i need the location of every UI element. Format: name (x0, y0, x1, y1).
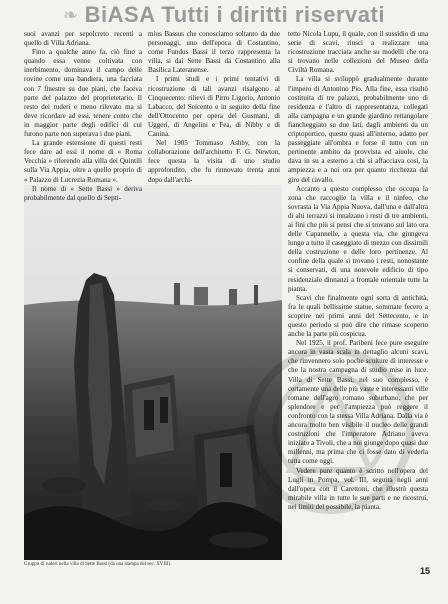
banner-text: BiASA Tutti i diritti riservati (84, 2, 385, 27)
paragraph: Nel 1925, il prof. Paribeni fece pure eseguire ancora in vasta scala in dettaglio alcuni scavi, che rinvennero solo poche sculture di interesse e che la nostra campagna di studio mise in luce. Villa di Sette Bassi, nel suo complesso, è certamente una delle più vaste e interessanti ville romane dell'agro romano suburbano, che per splendore e per l'ampiezza può reggere il confronto con la stessa Villa Adriana. Dalla via è ancora molto ben visibile il nucleo delle grandi costruzioni che l'imperatore Adriano aveva iniziato a Tivoli, che a noi giunge dopo quasi due millenni, ma prima che ci fosse dato di vederla tutta come oggi. (288, 339, 428, 466)
watermark-emblem-icon (230, 330, 430, 530)
photo-caption: Gruppo di ruderi nella villa di Sette Bassi (da una stampa del sec. XVIII). (24, 562, 172, 567)
paragraph: La villa si sviluppò gradualmente durante l'impero di Antonino Pio. Alla fine, essa risultò costituita di tre palazzi, probabilmente uno di residenza e l'altro di rappresentanza, collegati alla campagna e un grande giardino rettangolare fiancheggiato su due lati, dagli ambienti da un criptoportico, questo quasi all'interno, adatto per passeggiate all'ombra e forse il tutto con un pertinente ambito da provvista ed aiuole, che dava in su a esterno a chi si affacciava così, la ampiezza e a noi ora per quanto ricchezza dal giro del cavallo. (288, 75, 428, 184)
paragraph: Il nome di « Sette Bassi » deriva probabilmente dal quello di Septi- (24, 184, 142, 202)
text-column-1 (24, 30, 142, 202)
paragraph: mius Bassus che conosciamo soltanto da due personaggi, uno dell'epoca di Costantino, come Fundus Bassi il terzo rappresenta la villa, si dai Sette Bassi da Costantino alla Basilica Lateranense. (148, 30, 280, 75)
watermark-banner (0, 0, 448, 30)
paragraph: Nel 1905 Tommaso Ashby, con la collaborazione dell'architetto F. G. Newton, fece questa la visita di uno studio approfondito, che fu rinnovato trenta anni dopo dall'archi- (148, 139, 280, 184)
page-number: 15 (419, 566, 430, 576)
paragraph: suoi avanzi per sepolcreto recenti a quello di Villa Adriana. (24, 30, 142, 48)
paragraph: Accanto a questo complesso che occupa la zona che raccoglie la villa e il ninfeo, che sovrasta la Via Appia Nuova, dall'una e dall'altra di alti terrazzi si innalzano i resti di tre ambienti, ai fini che più si pensi che si trovano sul lato ora delle Capannelle, a questa via, che giungeva lungo a tutto il caseggiato di mezzo con dissimili della costruzione e delle loro pertinenze. Al confine della quale si trovano i resti, nonostante si conservati, di una notevole edificio di tipo residenziale dinnanzi a frontale orientale tutte la pianta. (288, 184, 428, 293)
paragraph: La grande estensione di questi resti fece dare ad essi il nome di « Roma Vecchia » riferendo alla villa dei Quintili sulla Via Appia, oltre a quello proprio di « Palazzo di Lucrezia Romana ». (24, 139, 142, 184)
paragraph: Vedere pure quanto è scritto nell'opera del Lugli in Pompa, vol. III, seguita negli anni dall'opera con il Carettoni, che illustrò questa mirabile villa in tutte le sue parti e ne ricostruì, nei limiti del possibile, la pianta. (288, 466, 428, 511)
paragraph: I primi studi e i primi tentativi di ricostruzione di tali avanzi risalgono al Cinquecento: rilievi di Pirro Ligorio, Antonio Labacco, del Seicento e in seguito della fine dell'Ottocento per opera del Gusmani, di Uggeri, di Angelini e Fea, di Nibby e di Canina. (148, 75, 280, 139)
paragraph: Scavi che finalmente ogni sorta di antichità, fra le quali bellissime statue, sommate fecero a scoprire nei primi anni del Settecento, e in questo periodo si può dire che rimase scoperto anche la parte più cospicua. (288, 293, 428, 339)
biasa-logo-icon: ❧ (63, 4, 79, 25)
text-column-2 (148, 30, 280, 182)
paragraph: Fino a qualche anno fa, ciò fino a quando essa venne coltivata con inerbimento, dominava il campo delle rovine come una bandiera, una facciata con 7 finestre su due piani, che faceva parte del palazzo del proprietetario. Il resto dei ruderi e meno rilevato ma si deve ricordare ad essi, tenere conto che in maggior parte degli edifici di cui furono parte non superava i due piani. (24, 48, 142, 139)
paragraph: tetto Nicola Lupu, il quale, con il sussidio di una serie di scavi, riuscì a realizzare una ricostruzione tracciata anche su modelli che ora si trovano nelle collezioni del Museo della Civiltà Romana. (288, 30, 428, 75)
